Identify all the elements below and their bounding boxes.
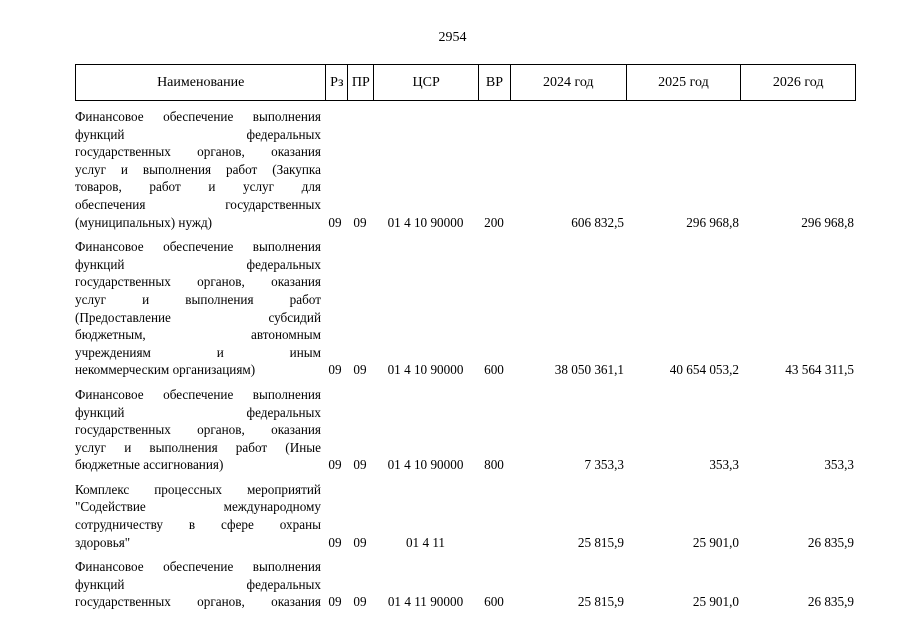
- row-value-2026: 353,3: [824, 457, 854, 473]
- row-name-line: государственных органов, оказания: [75, 144, 321, 160]
- row-pr: 09: [353, 594, 367, 610]
- row-value-2026: 26 835,9: [807, 594, 854, 610]
- row-value-2025: 25 901,0: [692, 594, 739, 610]
- row-name: [75, 386, 323, 474]
- row-pr: 09: [353, 362, 367, 378]
- row-vr: 200: [484, 214, 504, 230]
- header-2024: 2024 год: [510, 65, 626, 100]
- row-name-line: товаров, работ и услуг для: [75, 179, 321, 195]
- row-csr: 01 4 10 90000: [387, 362, 464, 378]
- row-value-2024: 25 815,9: [577, 594, 624, 610]
- row-csr: 01 4 11 90000: [387, 594, 464, 610]
- row-name-line: функций федеральных: [75, 576, 321, 592]
- row-value-2024: 38 050 361,1: [554, 362, 624, 378]
- page-number: 2954: [438, 30, 467, 45]
- header-vr: ВР: [478, 65, 510, 100]
- row-name-line: Комплекс процессных мероприятий: [75, 481, 321, 497]
- row-name-line: (Предоставление субсидий: [75, 309, 321, 325]
- row-csr: 01 4 11: [405, 534, 446, 550]
- table-row: [75, 481, 856, 551]
- row-value-2024: 25 815,9: [577, 534, 624, 550]
- row-value-2025: 40 654 053,2: [669, 362, 739, 378]
- header-name: Наименование: [157, 74, 245, 90]
- row-name-line: Финансовое обеспечение выполнения: [75, 386, 321, 402]
- row-value-2024: 7 353,3: [584, 457, 624, 473]
- row-vr: 600: [484, 362, 504, 378]
- row-name-line: услуг и выполнения работ: [75, 291, 321, 307]
- row-name-line: государственных органов, оказания: [75, 594, 321, 610]
- table-row: [75, 238, 856, 379]
- row-name-line: функций федеральных: [75, 256, 321, 272]
- table-row: [75, 558, 856, 611]
- row-rz: 09: [328, 594, 342, 610]
- header-csr: ЦСР: [373, 65, 478, 100]
- row-value-2025: 296 968,8: [686, 214, 739, 230]
- row-vr: 800: [484, 457, 504, 473]
- row-name-line: Финансовое обеспечение выполнения: [75, 559, 321, 575]
- row-name-line: государственных органов, оказания: [75, 274, 321, 290]
- row-name-line: бюджетным, автономным: [75, 327, 321, 343]
- row-name-line: бюджетные ассигнования): [75, 457, 224, 473]
- row-csr: 01 4 10 90000: [387, 457, 464, 473]
- row-name-line: государственных органов, оказания: [75, 422, 321, 438]
- row-name-line: функций федеральных: [75, 404, 321, 420]
- table-row: [75, 386, 856, 474]
- row-name-line: (муниципальных) нужд): [75, 214, 213, 230]
- header-2026: 2026 год: [740, 65, 855, 100]
- row-name: [75, 481, 323, 551]
- row-value-2025: 353,3: [709, 457, 739, 473]
- row-name: [75, 558, 323, 611]
- header-pr: ПР: [347, 65, 373, 100]
- row-value-2026: 296 968,8: [801, 214, 854, 230]
- row-name-line: функций федеральных: [75, 126, 321, 142]
- row-name-line: сотрудничеству в сфере охраны: [75, 517, 321, 533]
- row-name-line: обеспечения государственных: [75, 196, 321, 212]
- header-2025: 2025 год: [626, 65, 741, 100]
- row-name: [75, 238, 323, 379]
- table-row: [75, 108, 856, 231]
- row-rz: 09: [328, 534, 342, 550]
- row-pr: 09: [353, 457, 367, 473]
- row-name-line: учреждениям и иным: [75, 344, 321, 360]
- row-csr: 01 4 10 90000: [387, 214, 464, 230]
- row-pr: 09: [353, 534, 367, 550]
- row-name-line: некоммерческим организациям): [75, 362, 256, 378]
- row-value-2026: 26 835,9: [807, 534, 854, 550]
- row-pr: 09: [353, 214, 367, 230]
- row-name-line: здоровья": [75, 534, 131, 550]
- row-name-line: услуг и выполнения работ (Закупка: [75, 161, 321, 177]
- row-value-2026: 43 564 311,5: [785, 362, 854, 378]
- row-name-line: Финансовое обеспечение выполнения: [75, 109, 321, 124]
- table-header: [75, 64, 856, 101]
- row-value-2024: 606 832,5: [571, 214, 624, 230]
- row-vr: 600: [484, 594, 504, 610]
- table-body: [75, 108, 856, 618]
- row-rz: 09: [328, 457, 342, 473]
- row-name: [75, 108, 323, 231]
- row-rz: 09: [328, 214, 342, 230]
- row-name-line: "Содействие международному: [75, 499, 321, 515]
- row-value-2025: 25 901,0: [692, 534, 739, 550]
- row-name-line: услуг и выполнения работ (Иные: [75, 439, 321, 455]
- row-name-line: Финансовое обеспечение выполнения: [75, 239, 321, 255]
- header-rz: Рз: [325, 65, 347, 100]
- row-rz: 09: [328, 362, 342, 378]
